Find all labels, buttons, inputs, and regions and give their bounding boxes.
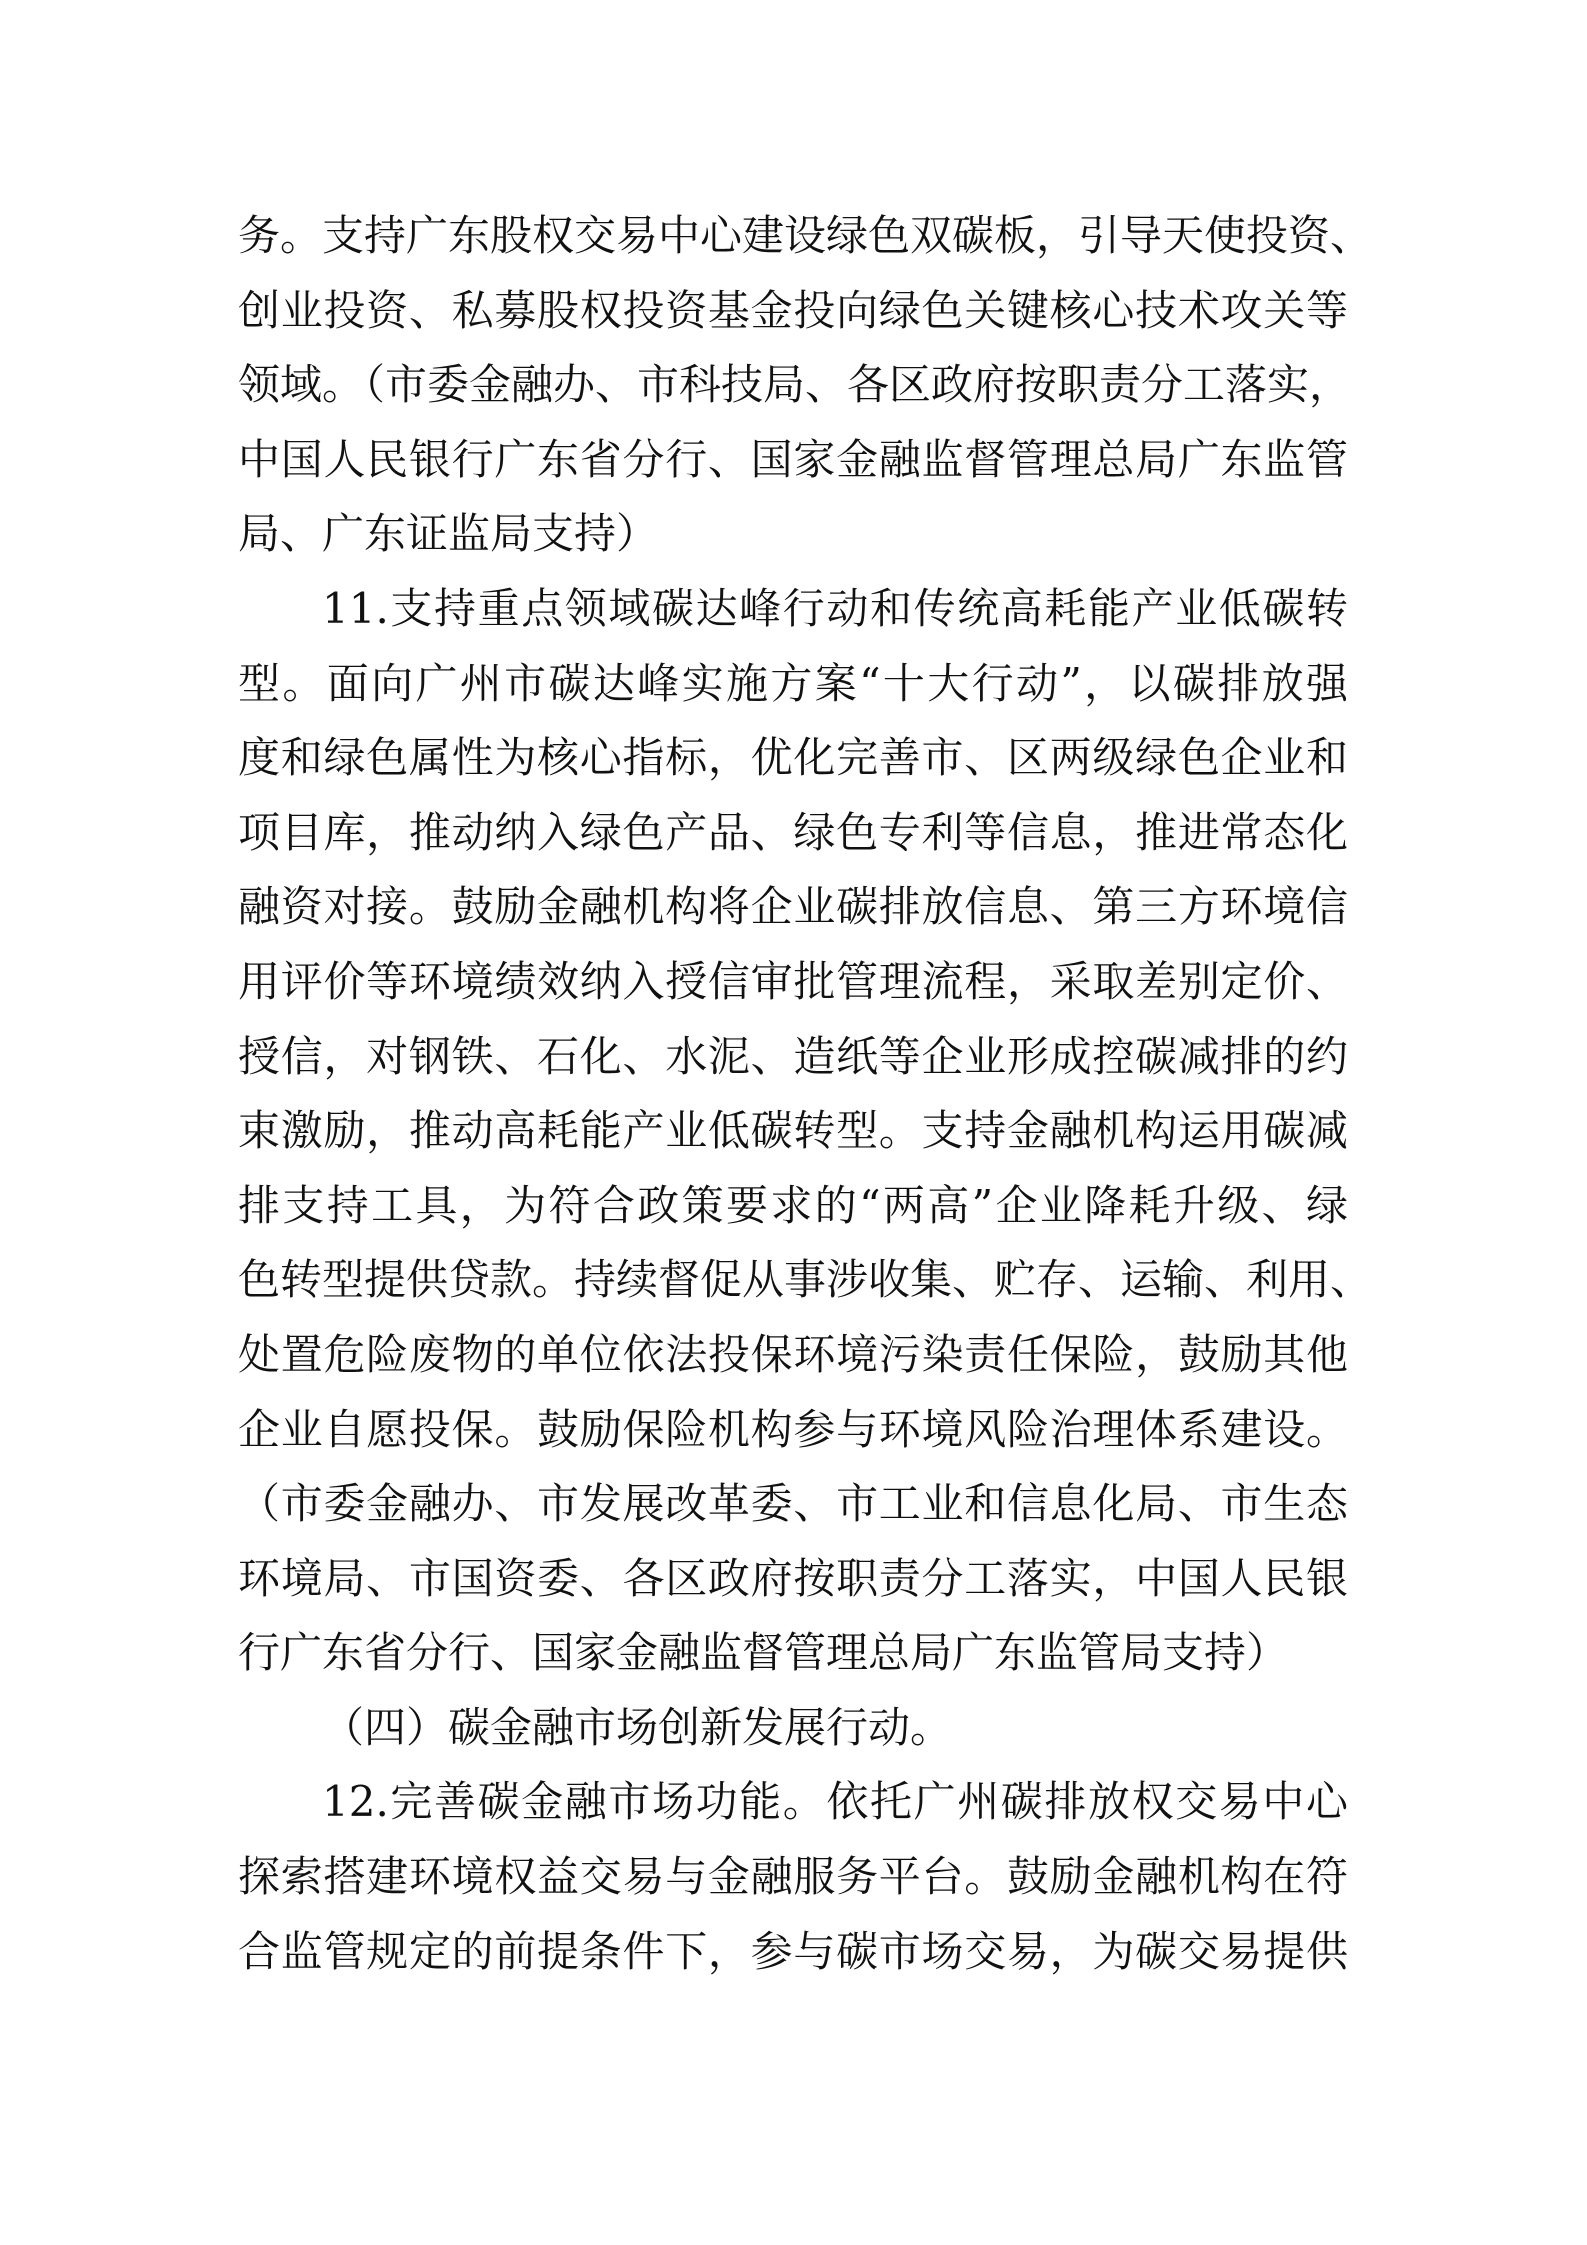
text-line: 中国人民银行广东省分行、国家金融监督管理总局广东监管 (238, 434, 1348, 484)
paragraph-heading-line: 11.支持重点领域碳达峰行动和传统高耗能产业低碳转 (322, 583, 1348, 633)
text-line: 用评价等环境绩效纳入授信审批管理流程，采取差别定价、 (238, 956, 1348, 1006)
text-line: 行广东省分行、国家金融监督管理总局广东监管局支持） (238, 1628, 1289, 1678)
text-line: 企业自愿投保。鼓励保险机构参与环境风险治理体系建设。 (238, 1404, 1348, 1454)
text-line: 束激励，推动高耗能产业低碳转型。支持金融机构运用碳减 (238, 1106, 1348, 1156)
text-line: 环境局、市国资委、各区政府按职责分工落实，中国人民银 (238, 1553, 1348, 1603)
text-line: 探索搭建环境权益交易与金融服务平台。鼓励金融机构在符 (238, 1852, 1348, 1902)
text-line: 合监管规定的前提条件下，参与碳市场交易，为碳交易提供 (238, 1926, 1348, 1976)
text-line: 务。支持广东股权交易中心建设绿色双碳板，引导天使投资、 (238, 211, 1373, 260)
text-line: 创业投资、私募股权投资基金投向绿色关键核心技术攻关等 (238, 285, 1348, 335)
paragraph-heading-line: 12.完善碳金融市场功能。依托广州碳排放权交易中心 (322, 1777, 1348, 1827)
text-line: 型。面向广州市碳达峰实施方案“十大行动”，以碳排放强 (238, 658, 1348, 708)
text-line: 度和绿色属性为核心指标，优化完善市、区两级绿色企业和 (238, 733, 1348, 783)
text-line: 色转型提供贷款。持续督促从事涉收集、贮存、运输、利用、 (238, 1255, 1373, 1305)
text-line: 排支持工具，为符合政策要求的“两高”企业降耗升级、绿 (238, 1180, 1348, 1230)
text-line: 授信，对钢铁、石化、水泥、造纸等企业形成控碳减排的约 (238, 1031, 1348, 1081)
text-line: 融资对接。鼓励金融机构将企业碳排放信息、第三方环境信 (238, 882, 1348, 932)
text-line: 项目库，推动纳入绿色产品、绿色专利等信息，推进常态化 (238, 807, 1348, 857)
text-line: 处置危险废物的单位依法投保环境污染责任保险，鼓励其他 (238, 1329, 1348, 1379)
body-text (238, 199, 1373, 1989)
text-line: 领域。（市委金融办、市科技局、各区政府按职责分工落实， (238, 360, 1352, 410)
section-heading: （四）碳金融市场创新发展行动。 (322, 1702, 953, 1752)
text-line: （市委金融办、市发展改革委、市工业和信息化局、市生态 (238, 1479, 1348, 1529)
text-line: 局、广东证监局支持） (238, 509, 659, 559)
